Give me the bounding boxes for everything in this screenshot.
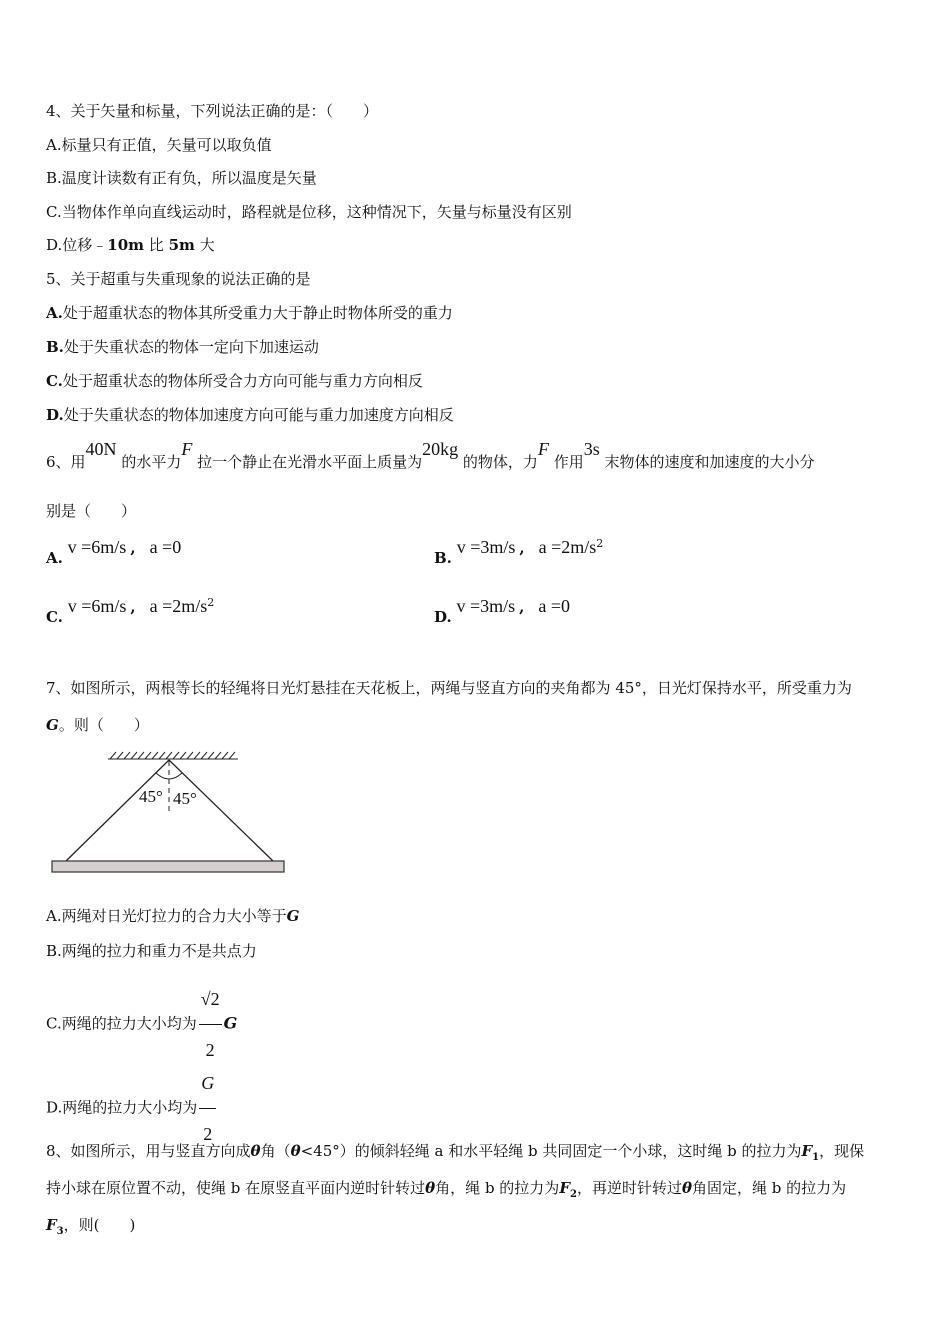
q4-d-val1: 10m — [107, 236, 145, 254]
q4-d-val2: 5m — [168, 236, 195, 254]
q4-d-prefix: D.位移﹣ — [46, 236, 108, 254]
q4-option-a: A.标量只有正值，矢量可以取负值 — [46, 136, 272, 154]
q6-option-c: C. v =6m/s , $a =2m/s^2$ — [46, 596, 215, 626]
q5-option-d: D.处于失重状态的物体加速度方向可能与重力加速度方向相反 — [46, 406, 454, 424]
q6-F: F — [181, 439, 193, 459]
q4-stem: 4、关于矢量和标量，下列说法正确的是：（ ） — [46, 102, 379, 120]
q6-stem: 6、用40N 的水平力F 拉一个静止在光滑水平面上质量为20kg 的物体，力F 作用3s 末物体的速度和加速度的大小分 — [46, 439, 815, 471]
q5-option-c: C.处于超重状态的物体所受合力方向可能与重力方向相反 — [46, 372, 423, 390]
ceiling-hatch — [108, 752, 238, 759]
q7-option-c: C.两绳的拉力大小均为 $\frac{√2}{2}$ G — [46, 975, 237, 1074]
q4-option-b: B.温度计读数有正有负，所以温度是矢量 — [46, 169, 317, 187]
q4-option-c: C.当物体作单向直线运动时，路程就是位移，这种情况下，矢量与标量没有区别 — [46, 203, 572, 221]
q5-option-a: A.处于超重状态的物体其所受重力大于静止时物体所受的重力 — [46, 304, 453, 322]
q7-stem-line1: 7、如图所示，两根等长的轻绳将日光灯悬挂在天花板上，两绳与竖直方向的夹角都为 45°，日光灯保持水平，所受重力为 — [46, 679, 852, 697]
q6-time: 3s — [583, 439, 600, 459]
q7-stem-line2: G。则（ ） — [46, 716, 149, 734]
right-rope — [169, 760, 273, 861]
q6-option-b: B. v =3m/s , $a =2m/s^2$ — [434, 537, 604, 567]
q7-option-d: D.两绳的拉力大小均为 $\frac{G}{2}$ — [46, 1059, 218, 1158]
q7-d-fraction: $\frac{G}{2}$ — [199, 1059, 216, 1158]
q7-c-fraction: $\frac{√2}{2}$ — [199, 975, 222, 1074]
q6-mass: 20kg — [422, 439, 459, 459]
angle-left-label: 45° — [139, 787, 163, 806]
q4-option-d — [46, 235, 215, 255]
q6-option-a: A. v =6m/s , a =0 — [46, 537, 182, 567]
q8-stem-line2: 持小球在原位置不动，使绳 b 在原竖直平面内逆时针转过θ角，绳 b 的拉力为$F_2$，再逆时针转过θ角固定，绳 b 的拉力为 — [46, 1179, 847, 1200]
angle-right-label: 45° — [173, 789, 197, 808]
q5-stem: 5、关于超重与失重现象的说法正确的是 — [46, 270, 311, 288]
q8-stem-line3: $F_3$，则( ) — [46, 1216, 136, 1237]
q6-stem-line2: 别是（ ） — [46, 502, 137, 520]
q4-d-suffix: 大 — [199, 236, 215, 254]
q7-option-a: A.两绳对日光灯拉力的合力大小等于G — [46, 907, 300, 925]
q7-option-b: B.两绳的拉力和重力不是共点力 — [46, 942, 257, 960]
q8-stem-line1: 8、如图所示，用与竖直方向成θ角（θ<45°）的倾斜轻绳 a 和水平轻绳 b 共同固定一个小球，这时绳 b 的拉力为$F_1$，现保 — [46, 1142, 865, 1163]
left-rope — [66, 760, 169, 861]
q6-force: 40N — [85, 439, 117, 459]
q4-d-mid: 比 — [148, 236, 164, 254]
q6-option-d: D. v =3m/s , a =0 — [434, 596, 571, 626]
q5-option-b: B.处于失重状态的物体一定向下加速运动 — [46, 338, 319, 356]
q7-lamp-figure — [46, 745, 291, 877]
lamp-tube — [52, 861, 284, 872]
